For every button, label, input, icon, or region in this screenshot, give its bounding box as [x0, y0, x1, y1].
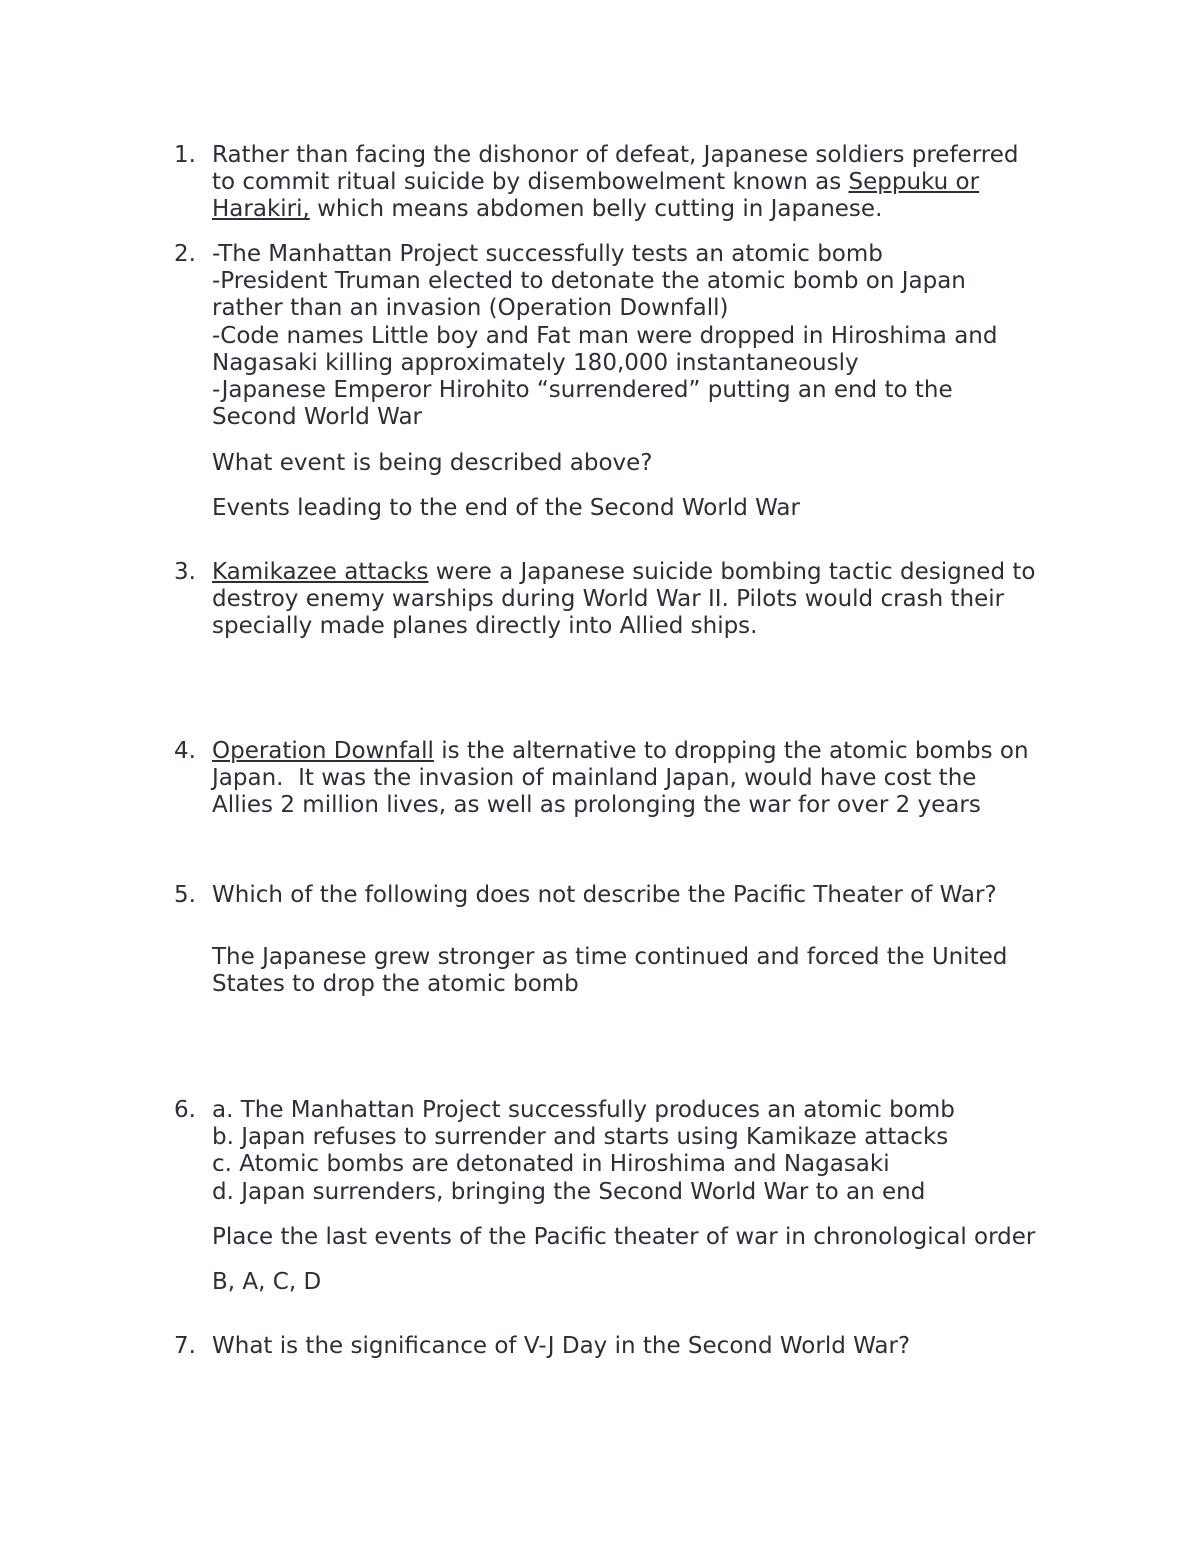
text-line: -Code names Little boy and Fat man were dropped in Hiroshima and [212, 322, 998, 349]
text-line: -President Truman elected to detonate the atomic bomb on Japan [212, 268, 966, 295]
text-line: What is the significance of V-J Day in the Second World War? [212, 1333, 911, 1359]
text-line: Second World War [212, 404, 422, 431]
text-line: -The Manhattan Project successfully tests an atomic bomb [212, 241, 883, 267]
question-text [212, 142, 1082, 224]
question-number: 2. [174, 241, 196, 267]
text-line: specially made planes directly into Allied ships. [212, 613, 758, 640]
question-number: 6. [174, 1097, 196, 1123]
text-line: The Japanese grew stronger as time continued and forced the United [212, 944, 1008, 970]
question-text [212, 1333, 1082, 1360]
underlined-term: Seppuku or [848, 169, 980, 196]
text-line [212, 559, 1082, 586]
question-options [212, 1097, 1082, 1206]
text-line: Which of the following does not describe the Pacific Theater of War? [212, 882, 997, 908]
option-d: d. Japan surrenders, bringing the Second World War to an end [212, 1178, 926, 1205]
question-number: 5. [174, 882, 196, 908]
text-line: destroy enemy warships during World War II. Pilots would crash their [212, 586, 1005, 613]
text-segment: to commit ritual suicide by disembowelment known as [212, 169, 849, 196]
text-segment: which means abdomen belly cutting in Japanese. [309, 196, 883, 223]
option-c: c. Atomic bombs are detonated in Hiroshima and Nagasaki [212, 1151, 890, 1178]
text-line: Nagasaki killing approximately 180,000 instantaneously [212, 349, 859, 376]
question-2-prompt: What event is being described above? [212, 450, 653, 476]
text-line: Japan. It was the invasion of mainland Japan, would have cost the [212, 765, 977, 792]
option-a: a. The Manhattan Project successfully produces an atomic bomb [212, 1097, 955, 1123]
text-line [212, 738, 1082, 765]
question-text [212, 882, 1082, 909]
question-6-prompt: Place the last events of the Pacific theater of war in chronological order [212, 1224, 1036, 1250]
question-6-answer: B, A, C, D [212, 1269, 322, 1295]
underlined-term: Kamikazee attacks [212, 559, 429, 585]
underlined-term: Operation Downfall [212, 738, 434, 764]
text-line: rather than an invasion (Operation Downfall) [212, 295, 729, 322]
text-line: -Japanese Emperor Hirohito “surrendered” putting an end to the [212, 377, 953, 404]
question-number: 4. [174, 738, 196, 764]
question-2-answer: Events leading to the end of the Second World War [212, 495, 800, 521]
question-text [212, 738, 1082, 820]
option-b: b. Japan refuses to surrender and starts using Kamikaze attacks [212, 1124, 949, 1151]
text-line: States to drop the atomic bomb [212, 971, 579, 998]
question-5-answer [212, 944, 1007, 998]
underlined-term: Harakiri, [212, 196, 310, 223]
question-text [212, 241, 1082, 431]
text-line [212, 169, 1082, 196]
text-line [212, 196, 1082, 223]
text-line: Rather than facing the dishonor of defeat, Japanese soldiers preferred [212, 142, 1019, 168]
question-text [212, 559, 1082, 641]
question-number: 1. [174, 142, 196, 168]
question-number: 7. [174, 1333, 196, 1359]
question-number: 3. [174, 559, 196, 585]
text-segment: were a Japanese suicide bombing tactic designed to [428, 559, 1036, 585]
text-line: Allies 2 million lives, as well as prolonging the war for over 2 years [212, 792, 981, 819]
text-segment: is the alternative to dropping the atomic bombs on [433, 738, 1029, 764]
